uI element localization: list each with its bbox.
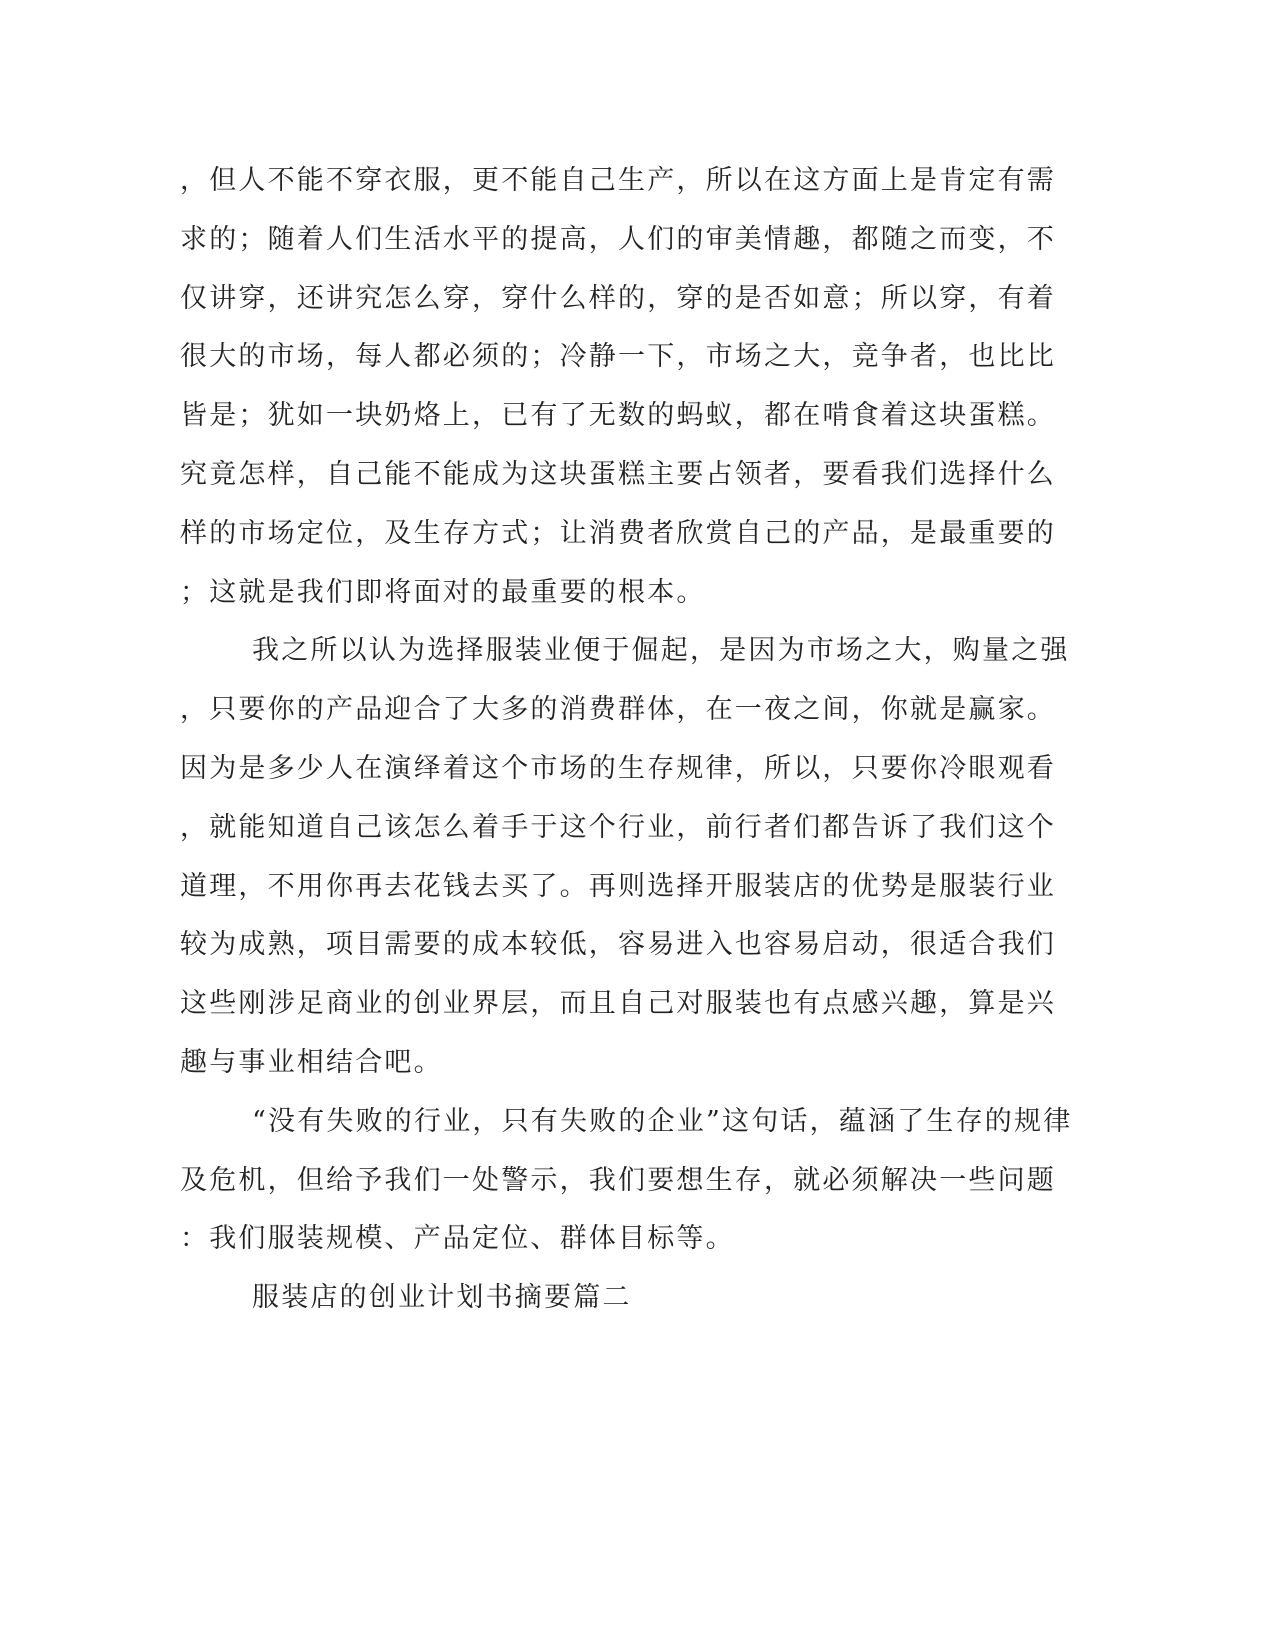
text-line: 仅讲穿，还讲究怎么穿，穿什么样的，穿的是否如意；所以穿，有着 [180,282,1056,314]
text-line: 道理，不用你再去花钱去买了。再则选择开服装店的优势是服装行业 [180,870,1056,902]
text-line: 皆是；犹如一块奶烙上，已有了无数的蚂蚁，都在啃食着这块蛋糕。 [180,400,1056,432]
text-line: 我之所以认为选择服装业便于倔起，是因为市场之大，购量之强 [252,635,1070,667]
text-line: 究竟怎样，自己能不能成为这块蛋糕主要占领者，要看我们选择什么 [180,458,1056,490]
text-line: ，但人不能不穿衣服，更不能自己生产，所以在这方面上是肯定有需 [180,165,1056,196]
text-line: “没有失败的行业，只有失败的企业”这句话，蕴涵了生存的规律 [252,1105,1073,1137]
text-line: 样的市场定位，及生存方式；让消费者欣赏自己的产品，是最重要的 [180,517,1056,549]
body-text [180,152,1073,1328]
text-line: 求的；随着人们生活水平的提高，人们的审美情趣，都随之而变，不 [180,223,1056,255]
text-line: ，就能知道自己该怎么着手于这个行业，前行者们都告诉了我们这个 [180,811,1056,843]
paragraph-1 [180,152,1056,622]
text-line: 及危机，但给予我们一处警示，我们要想生存，就必须解决一些问题 [180,1164,1056,1196]
text-line: 很大的市场，每人都必须的；冷静一下，市场之大，竞争者，也比比 [180,341,1056,373]
paragraph-2 [180,622,1070,1092]
text-line: 较为成熟，项目需要的成本较低，容易进入也容易启动，很适合我们 [180,929,1056,961]
text-line: 趣与事业相结合吧。 [180,1046,443,1078]
text-line: 这些刚涉足商业的创业界层，而且自己对服装也有点感兴趣，算是兴 [180,988,1056,1020]
paragraph-3 [180,1093,1073,1269]
text-line: ，只要你的产品迎合了大多的消费群体，在一夜之间，你就是赢家。 [180,694,1056,726]
text-line: 因为是多少人在演绎着这个市场的生存规律，所以，只要你冷眼观看 [180,752,1056,784]
section-heading: 服装店的创业计划书摘要篇二 [252,1282,632,1314]
text-line: ：我们服装规模、产品定位、群体目标等。 [180,1223,735,1255]
text-line: ；这就是我们即将面对的最重要的根本。 [180,576,706,608]
